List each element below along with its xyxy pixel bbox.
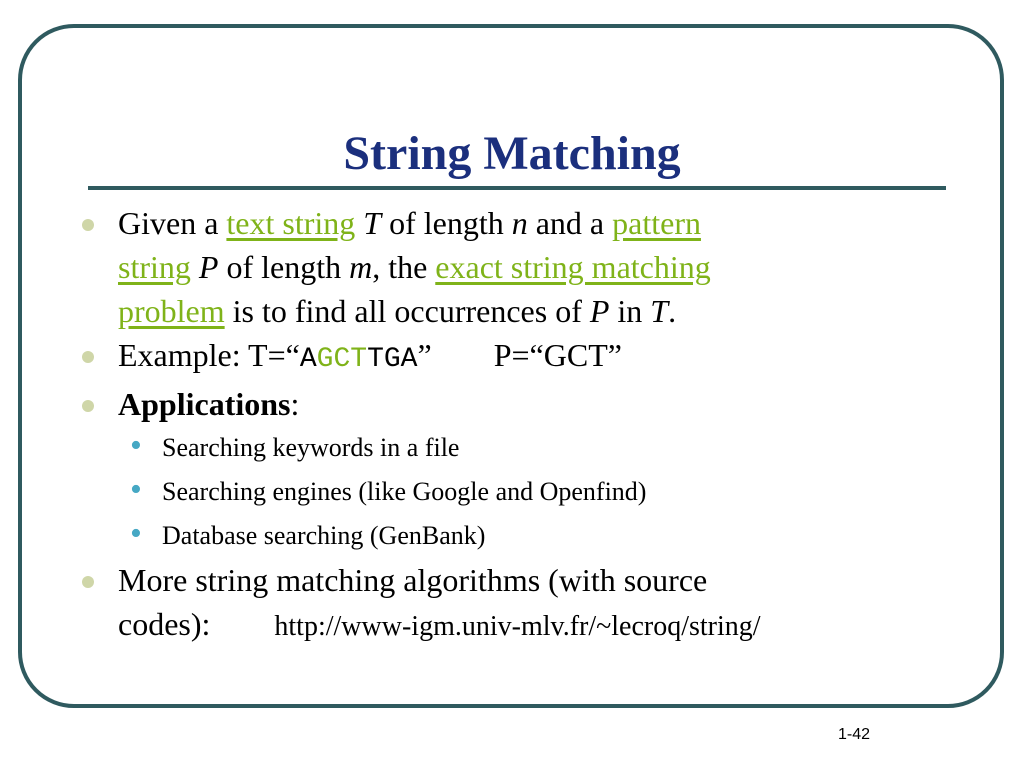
sequence-suffix: TGA <box>367 344 418 375</box>
sub-bullet-icon: • <box>130 515 142 552</box>
link-pattern-string-part1[interactable]: pattern <box>612 205 701 241</box>
text: . <box>668 293 677 329</box>
slide-title: String Matching <box>343 127 681 180</box>
text <box>191 249 199 285</box>
text: , the <box>372 249 436 285</box>
slide-content <box>80 201 880 649</box>
sequence-match: GCT <box>316 344 368 375</box>
quote-close: ” <box>417 337 432 373</box>
text: More string matching algorithms (with source <box>118 562 708 598</box>
link-exact-matching-part1[interactable]: exact string matching <box>435 249 711 285</box>
sub-bullet-icon: • <box>130 471 142 508</box>
link-exact-matching-part2[interactable]: problem <box>118 293 225 329</box>
sub-item-label: Database searching (GenBank) <box>162 521 486 550</box>
text: in <box>609 293 651 329</box>
sub-item-label: Searching engines (like Google and Openfind) <box>162 477 647 506</box>
var-T: T <box>363 205 382 241</box>
var-P: P <box>198 249 219 285</box>
text: Given a <box>118 205 227 241</box>
bullet-more-algorithms <box>80 558 880 649</box>
title-divider <box>88 186 946 190</box>
link-pattern-string-part2[interactable]: string <box>118 249 191 285</box>
sub-bullet-icon: • <box>130 427 142 464</box>
bullet-definition <box>80 201 880 333</box>
sub-item-label: Searching keywords in a file <box>162 433 460 462</box>
var-m: m <box>349 249 373 285</box>
link-text-string[interactable]: text string <box>226 205 356 241</box>
text: codes): <box>118 606 211 642</box>
applications-label: Applications <box>118 386 291 422</box>
var-P: P <box>589 293 610 329</box>
text: and a <box>527 205 613 241</box>
source-url[interactable]: http://www-igm.univ-mlv.fr/~lecroq/string/ <box>274 611 761 642</box>
text: : <box>290 386 300 422</box>
example-label: Example: T=“ <box>118 337 300 373</box>
bullet-dot-icon <box>82 219 94 231</box>
bullet-dot-icon <box>82 400 94 412</box>
sub-item <box>80 426 880 470</box>
text: of length <box>218 249 350 285</box>
pattern-example: P=“GCT” <box>493 337 622 373</box>
bullet-applications <box>80 382 880 426</box>
var-n: n <box>511 205 528 241</box>
bullet-dot-icon <box>82 351 94 363</box>
sequence-prefix: A <box>299 344 317 375</box>
var-T: T <box>650 293 669 329</box>
text: is to find all occurrences of <box>224 293 590 329</box>
bullet-example <box>80 333 880 382</box>
page-number: 1-42 <box>838 726 871 743</box>
sub-item <box>80 470 880 514</box>
bullet-dot-icon <box>82 576 94 588</box>
sub-item <box>80 514 880 558</box>
text: of length <box>381 205 512 241</box>
